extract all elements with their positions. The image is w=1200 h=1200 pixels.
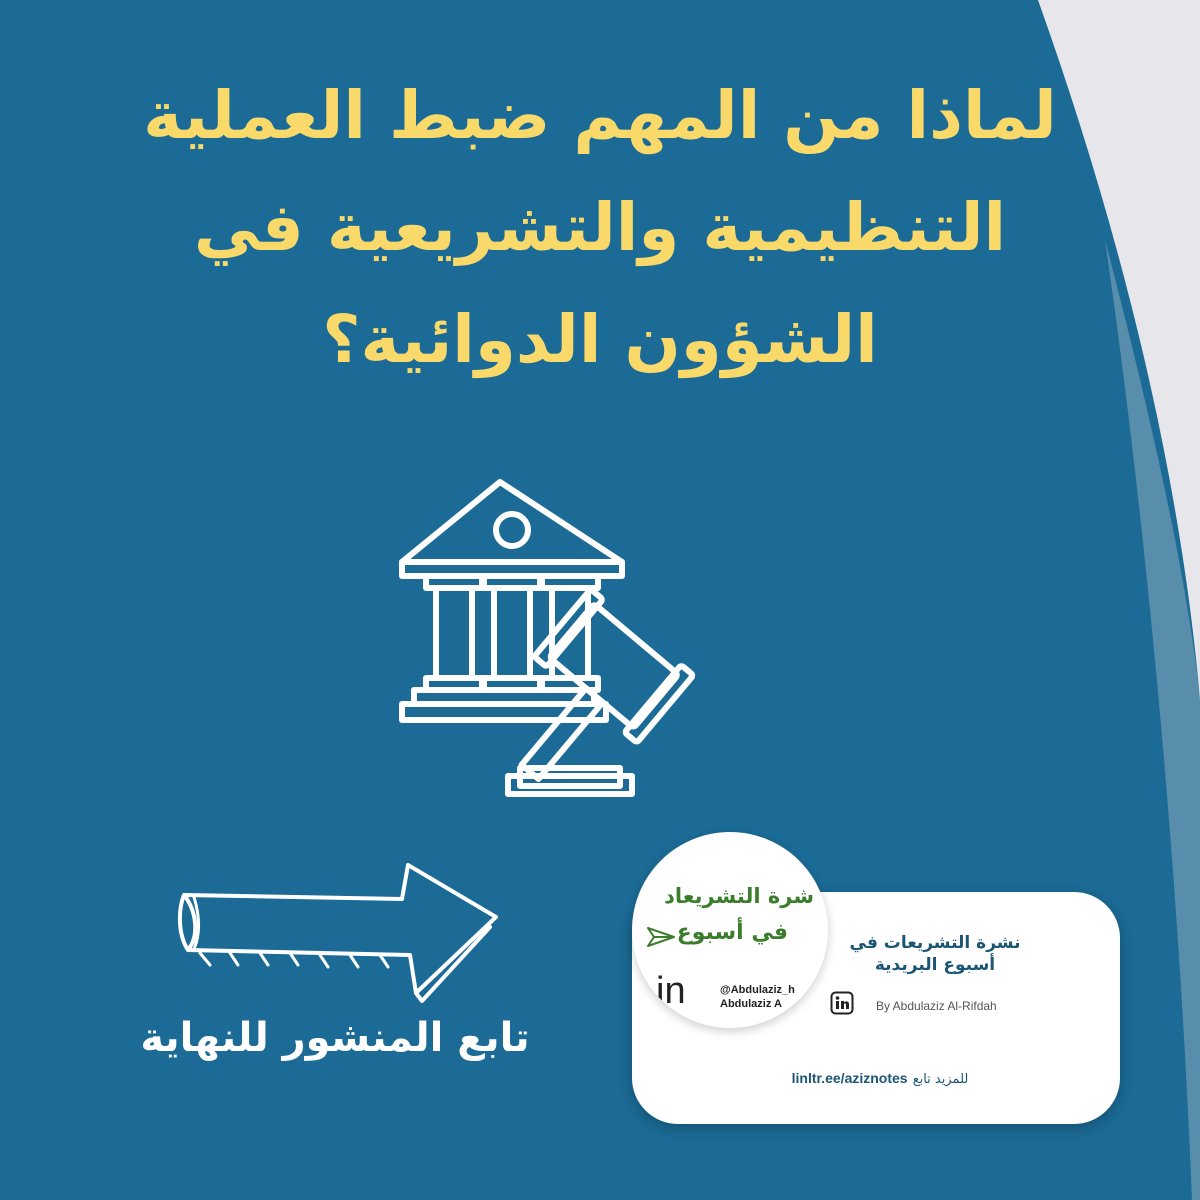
follow-link-row: [700, 1068, 1060, 1087]
paper-plane-icon: [646, 924, 676, 950]
hand-drawn-arrow-right-icon: [170, 855, 510, 1005]
title-line: لماذا من المهم ضبط العملية: [143, 77, 1057, 154]
logo-text: في أسبوع: [676, 920, 788, 945]
newsletter-title: نشرة التشريعات في أسبوع البريدية: [849, 933, 1021, 975]
title-line: التنظيمية والتشريعية في: [193, 189, 1007, 266]
author-name: Abdulaziz A: [720, 998, 782, 1010]
page-title: [100, 60, 1100, 396]
more-label: للمزيد تابع: [912, 1072, 969, 1087]
courthouse-gavel-icon: [390, 470, 720, 810]
follow-post-text: تابع المنشور للنهاية: [140, 1015, 530, 1061]
newsletter-logo-badge[interactable]: [632, 832, 828, 1028]
linkedin-icon: in: [656, 970, 686, 1012]
author-byline: By Abdulaziz Al-Rifdah: [876, 999, 997, 1013]
logo-text: شرة التشريعاد: [664, 884, 814, 908]
linktree-link[interactable]: linltr.ee/aziznotes: [791, 1070, 908, 1086]
title-line: الشؤون الدوائية؟: [322, 301, 878, 378]
linkedin-handle: @Abdulaziz_h: [720, 984, 795, 996]
linkedin-icon[interactable]: [830, 991, 854, 1015]
